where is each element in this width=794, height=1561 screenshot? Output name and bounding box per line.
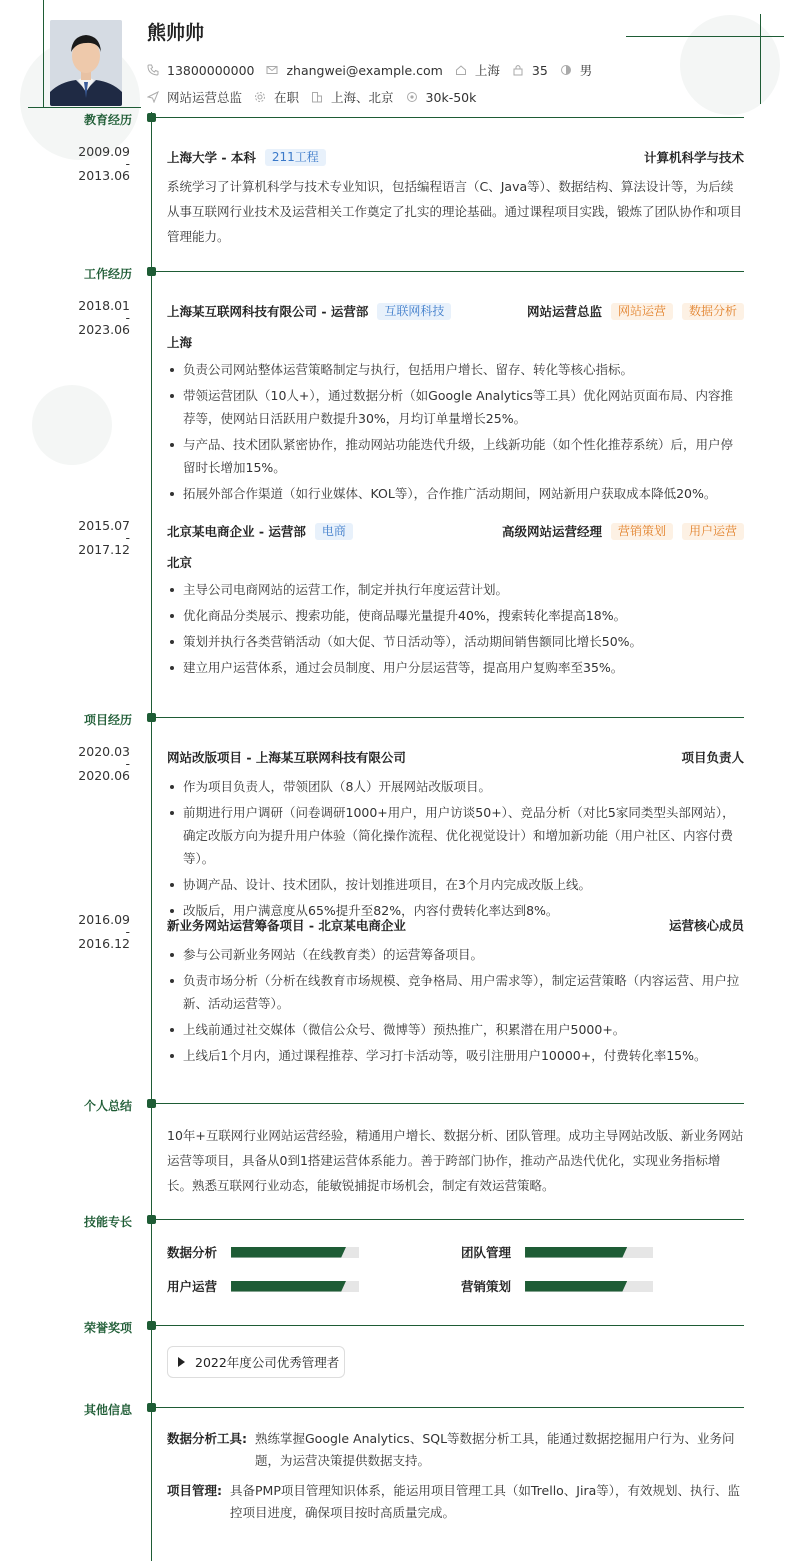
school-name: 上海大学 - 本科: [167, 150, 256, 165]
section-rule: [156, 1103, 744, 1104]
date-separator: -: [125, 310, 130, 325]
status-item: [254, 88, 299, 106]
job-title: 网站运营总监: [526, 304, 602, 319]
skill-name: 团队管理: [461, 1245, 512, 1260]
section-dot: [147, 1215, 156, 1224]
date-separator: -: [125, 756, 130, 771]
skill-tag: 用户运营: [682, 523, 744, 540]
skill-bar-fill: [525, 1247, 627, 1258]
section-rule: [156, 1325, 744, 1326]
list-item: 策划并执行各类营销活动（如大促、节日活动等），活动期间销售额同比增长50%。: [167, 630, 745, 653]
project-bullets: [167, 775, 745, 925]
send-icon: [147, 91, 159, 103]
list-item: 改版后，用户满意度从65%提升至82%，内容付费转化率达到8%。: [167, 899, 745, 922]
section-title-honors: 荣誉奖项: [83, 1321, 132, 1335]
work-date: [60, 300, 130, 336]
gender-item: [560, 61, 593, 79]
skill-bar: [231, 1247, 359, 1258]
list-item: 优化商品分类展示、搜索功能，使商品曝光量提升40%，搜索转化率提高18%。: [167, 604, 745, 627]
skill-name: 数据分析: [167, 1245, 218, 1260]
skill-name: 用户运营: [167, 1279, 218, 1294]
gender: 男: [579, 63, 593, 78]
education-date: [60, 146, 130, 182]
play-icon: [178, 1357, 185, 1367]
phone-number: 13800000000: [167, 62, 255, 78]
skill-bar: [525, 1281, 653, 1292]
work-location: 上海: [167, 335, 193, 350]
other-info-item: [167, 1480, 745, 1524]
candidate-name: 熊帅帅: [147, 22, 205, 44]
section-title-other: 其他信息: [83, 1403, 132, 1417]
gear-icon: [254, 91, 266, 103]
home-icon: [455, 64, 467, 76]
start-date: 2020.03: [78, 744, 130, 759]
list-item: 建立用户运营体系，通过会员制度、用户分层运营等，提高用户复购率至35%。: [167, 656, 745, 679]
section-dot: [147, 267, 156, 276]
skill-item: [167, 1277, 359, 1295]
decor-circle: [32, 385, 112, 465]
section-dot: [147, 1321, 156, 1330]
salary-item: [406, 90, 477, 105]
skill-tag: 网站运营: [611, 303, 673, 320]
city: 上海: [474, 63, 500, 78]
company-name: 上海某互联网科技有限公司 - 运营部: [167, 304, 369, 319]
list-item: 负责公司网站整体运营策略制定与执行，包括用户增长、留存、转化等核心指标。: [167, 358, 745, 381]
section-dot: [147, 1403, 156, 1412]
skill-item: [167, 1243, 359, 1261]
expected-salary: 30k-50k: [425, 89, 477, 105]
timeline-line: [151, 112, 152, 1561]
age: 35: [531, 62, 548, 78]
decor-line: [43, 0, 44, 107]
section-rule: [156, 117, 744, 118]
section-rule: [156, 271, 744, 272]
section-rule: [156, 1219, 744, 1220]
skill-tag: 营销策划: [611, 523, 673, 540]
skill-item: [461, 1243, 653, 1261]
company-name: 北京某电商企业 - 运营部: [167, 524, 306, 539]
phone-icon: [147, 64, 159, 76]
skill-bar-fill: [231, 1281, 346, 1292]
email-item: [266, 63, 442, 78]
industry-tag: 电商: [315, 523, 353, 540]
end-date: 2016.12: [78, 936, 130, 951]
skill-bar-fill: [525, 1281, 627, 1292]
start-date: 2018.01: [78, 298, 130, 313]
project-bullets: [167, 943, 745, 1070]
school-tag: 211工程: [265, 149, 326, 166]
project-date: [60, 746, 130, 782]
section-title-summary: 个人总结: [83, 1099, 132, 1113]
job-title: 高级网站运营经理: [501, 524, 602, 539]
work-head: [167, 302, 744, 320]
date-separator: -: [125, 924, 130, 939]
date-separator: -: [125, 156, 130, 171]
work-date: [60, 520, 130, 556]
decor-circle: [680, 15, 780, 115]
phone-item: [147, 63, 254, 78]
project-role: 项目负责人: [681, 750, 744, 765]
other-info-value: 熟练掌握Google Analytics、SQL等数据分析工具，能通过数据挖掘用户行为、业务问题，为运营决策提供数据支持。: [255, 1431, 735, 1468]
target-city-item: [311, 88, 394, 106]
section-rule: [156, 1407, 744, 1408]
work-right: [502, 522, 744, 540]
education-head: [167, 148, 744, 166]
list-item: 协调产品、设计、技术团队，按计划推进项目，在3个月内完成改版上线。: [167, 873, 745, 896]
date-separator: -: [125, 530, 130, 545]
list-item: 与产品、技术团队紧密协作，推动网站功能迭代升级，上线新功能（如个性化推荐系统）后，用户停留时长增加15%。: [167, 433, 745, 479]
end-date: 2023.06: [78, 322, 130, 337]
section-dot: [147, 113, 156, 122]
other-info-value: 具备PMP项目管理知识体系，能运用项目管理工具（如Trello、Jira等），有效规划、执行、监控项目进度，确保项目按时高质量完成。: [230, 1483, 741, 1520]
section-title-education: 教育经历: [83, 113, 132, 127]
industry-tag: 互联网科技: [377, 303, 451, 320]
list-item: 上线后1个月内，通过课程推荐、学习打卡活动等，吸引注册用户10000+，付费转化率15%。: [167, 1044, 745, 1067]
list-item: 带领运营团队（10人+），通过数据分析（如Google Analytics等工具）优化网站页面布局、内容推荐等，使网站日活跃用户数提升30%，月均订单量增长25%。: [167, 384, 745, 430]
gender-icon: [560, 64, 572, 76]
target-position: 网站运营总监: [167, 90, 243, 105]
project-head: [167, 916, 744, 934]
list-item: 前期进行用户调研（问卷调研1000+用户，用户访谈50+）、竞品分析（对比5家同类型头部网站），确定改版方向为提升用户体验（简化操作流程、优化视觉设计）和增加新功能（用户社区、内容付费等）。: [167, 801, 745, 870]
start-date: 2016.09: [78, 912, 130, 927]
skill-name: 营销策划: [461, 1279, 512, 1294]
email-address: zhangwei@example.com: [286, 62, 443, 78]
city-item: [455, 61, 500, 79]
work-head: [167, 522, 744, 540]
skill-bar-fill: [231, 1247, 346, 1258]
project-role: 运营核心成员: [668, 918, 744, 933]
section-title-projects: 项目经历: [83, 713, 132, 727]
summary-text: 10年+互联网行业网站运营经验，精通用户增长、数据分析、团队管理。成功主导网站改版、新业务网站运营等项目，具备从0到1搭建运营体系能力。善于跨部门协作，推动产品迭代优化，实现业务指标增长。熟悉互联网行业动态，能敏锐捕捉市场机会，制定有效运营策略。: [167, 1128, 744, 1193]
skill-bar: [231, 1281, 359, 1292]
section-title-skills: 技能专长: [83, 1215, 132, 1229]
work-bullets: [167, 578, 745, 682]
end-date: 2017.12: [78, 542, 130, 557]
work-location: 北京: [167, 555, 193, 570]
education-description: 系统学习了计算机科学与技术专业知识，包括编程语言（C、Java等）、数据结构、算法设计等，为后续从事互联网行业技术及运营相关工作奠定了扎实的理论基础。通过课程项目实践，锻炼了团队协作和项目管理能力。: [167, 179, 743, 244]
project-head: [167, 748, 744, 766]
section-title-work: 工作经历: [83, 267, 132, 281]
job-status: 在职: [274, 90, 300, 105]
project-date: [60, 914, 130, 950]
list-item: 参与公司新业务网站（在线教育类）的运营筹备项目。: [167, 943, 745, 966]
award-badge: [167, 1346, 345, 1378]
target-city: 上海、北京: [331, 90, 394, 105]
age-item: [512, 63, 548, 78]
award-name: 2022年度公司优秀管理者: [195, 1355, 340, 1370]
mail-icon: [266, 64, 278, 76]
list-item: 拓展外部合作渠道（如行业媒体、KOL等），合作推广活动期间，网站新用户获取成本降低20%。: [167, 482, 745, 505]
skill-tag: 数据分析: [682, 303, 744, 320]
other-info-key: 项目管理:: [167, 1483, 222, 1498]
start-date: 2009.09: [78, 144, 130, 159]
end-date: 2013.06: [78, 168, 130, 183]
project-name: 网站改版项目 - 上海某互联网科技有限公司: [167, 750, 406, 765]
decor-line: [760, 14, 761, 104]
contact-row: [147, 61, 604, 79]
age-icon: [512, 64, 524, 76]
salary-icon: [406, 91, 418, 103]
decor-line: [28, 107, 141, 108]
other-info-key: 数据分析工具:: [167, 1431, 247, 1446]
project-name: 新业务网站运营筹备项目 - 北京某电商企业: [167, 918, 406, 933]
job-row: [147, 88, 488, 106]
work-bullets: [167, 358, 745, 508]
list-item: 作为项目负责人，带领团队（8人）开展网站改版项目。: [167, 775, 745, 798]
section-dot: [147, 713, 156, 722]
position-item: [147, 88, 242, 106]
other-info-item: [167, 1428, 745, 1472]
start-date: 2015.07: [78, 518, 130, 533]
building-icon: [311, 91, 323, 103]
major: 计算机科学与技术: [643, 150, 744, 165]
section-rule: [156, 717, 744, 718]
section-dot: [147, 1099, 156, 1108]
work-right: [527, 302, 744, 320]
skill-bar: [525, 1247, 653, 1258]
list-item: 负责市场分析（分析在线教育市场规模、竞争格局、用户需求等），制定运营策略（内容运营、用户拉新、活动运营等）。: [167, 969, 745, 1015]
list-item: 上线前通过社交媒体（微信公众号、微博等）预热推广，积累潜在用户5000+。: [167, 1018, 745, 1041]
end-date: 2020.06: [78, 768, 130, 783]
list-item: 主导公司电商网站的运营工作，制定并执行年度运营计划。: [167, 578, 745, 601]
avatar: [50, 20, 122, 106]
skill-item: [461, 1277, 653, 1295]
